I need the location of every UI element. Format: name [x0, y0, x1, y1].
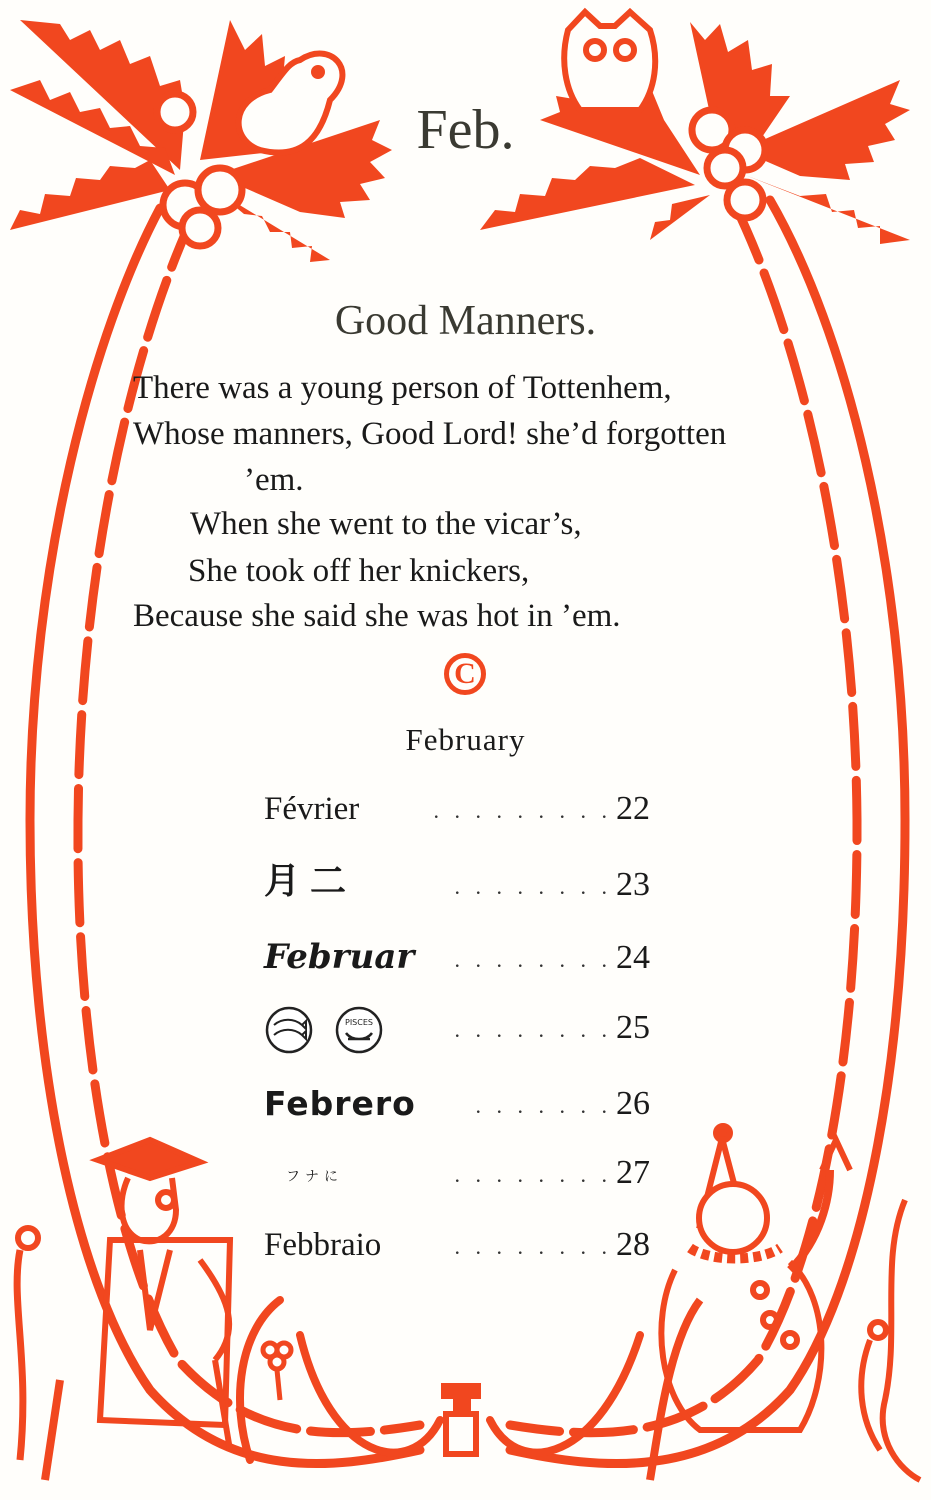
right-plant-figure: [861, 1200, 920, 1480]
calendar-row-japanese: [264, 1150, 654, 1198]
poem-line: There was a young person of Tottenhem,: [133, 370, 672, 406]
day-number: 22: [616, 790, 650, 827]
month-name: Février: [264, 791, 360, 827]
leader-dots: . . . . . . . .: [454, 874, 612, 899]
leader-dots: . . . . . . . .: [454, 1234, 612, 1259]
calendar-row-french: [264, 786, 654, 834]
calendar-row-chinese: [264, 862, 654, 910]
day-number: 24: [616, 939, 650, 976]
clover-figure: [263, 1343, 291, 1400]
calendar-row-spanish: [264, 1081, 654, 1129]
month-name: Febrero: [264, 1084, 416, 1123]
pisces-label: PISCES: [345, 1018, 373, 1027]
poem-line: When she went to the vicar’s,: [190, 506, 582, 542]
month-name: フナに: [286, 1169, 343, 1185]
day-number: 28: [616, 1226, 650, 1263]
pisces-fish-icon: [264, 1005, 314, 1055]
day-number: 25: [616, 1009, 650, 1046]
month-name: 月二: [264, 861, 357, 902]
day-number: 26: [616, 1085, 650, 1122]
leader-dots: . . . . . . . .: [454, 1017, 612, 1042]
month-name: Febbraio: [264, 1227, 382, 1263]
poem-line: ’em.: [244, 462, 304, 498]
leader-dots: . . . . . . .: [475, 1093, 612, 1118]
calendar-heading: February: [405, 722, 526, 757]
hose-swag: [240, 1300, 640, 1460]
poem-line: She took off her knickers,: [188, 553, 530, 589]
leader-dots: . . . . . . . .: [454, 1162, 612, 1187]
month-name: Februar: [264, 937, 415, 977]
poem-title: Good Manners.: [334, 298, 597, 344]
poem-line: Whose manners, Good Lord! she’d forgotten: [133, 416, 727, 452]
leader-dots: . . . . . . . . .: [433, 798, 612, 823]
copyright-icon: C: [444, 653, 486, 695]
calendar-row-italian: [264, 1222, 654, 1270]
owl-figure: [564, 12, 655, 110]
month-abbreviation: Feb.: [416, 99, 515, 161]
leader-dots: . . . . . . . .: [454, 947, 612, 972]
calendar-row-pisces: [264, 1005, 654, 1053]
poem-line: Because she said she was hot in ’em.: [133, 598, 621, 634]
pisces-symbol-icon: [334, 1005, 384, 1055]
calendar-row-german: [264, 935, 654, 983]
water-tap-figure: [443, 1385, 479, 1454]
day-number: 27: [616, 1154, 650, 1191]
day-number: 23: [616, 866, 650, 903]
